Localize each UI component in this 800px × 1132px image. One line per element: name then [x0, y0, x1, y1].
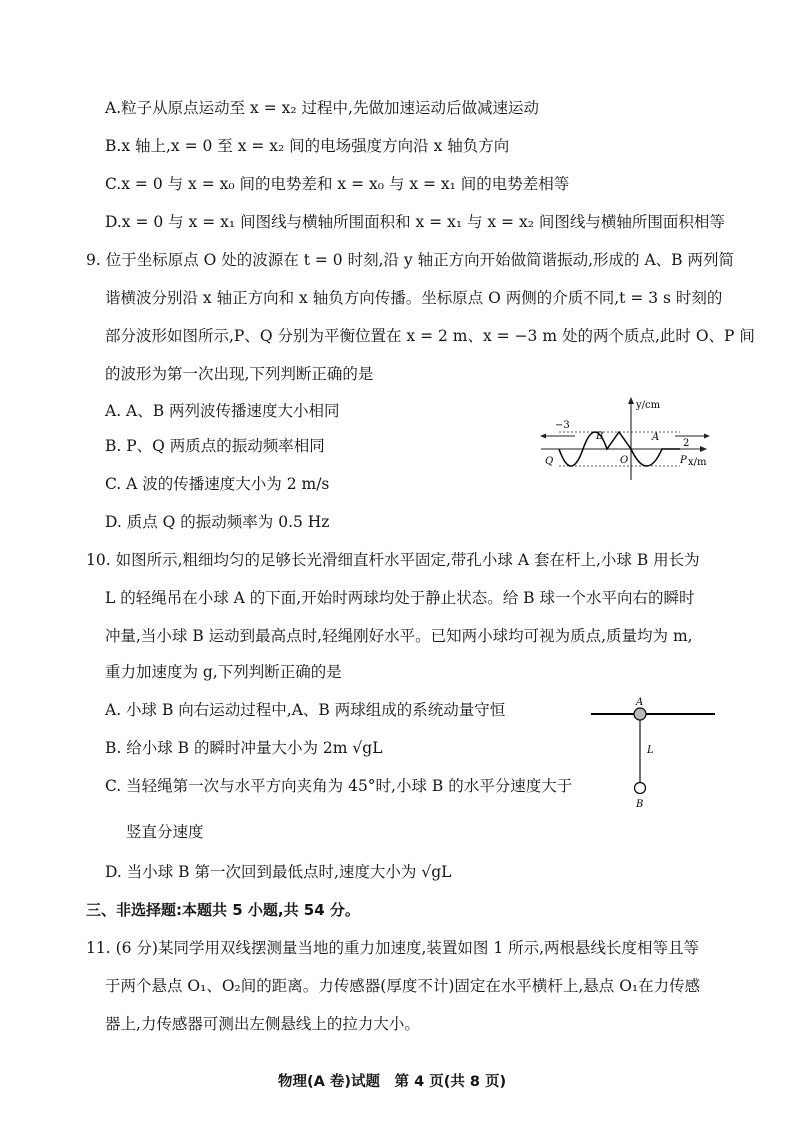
- q8-option-d: D.x = 0 与 x = x₁ 间图线与横轴所围面积和 x = x₁ 与 x = x₂ 间图线与横轴所围面积相等: [105, 213, 725, 231]
- tick-pos-2: 2: [683, 438, 690, 449]
- q9-option-b: B. P、Q 两质点的振动频率相同: [105, 437, 325, 455]
- label-p: P: [680, 455, 687, 466]
- q11-line-2: 于两个悬点 O₁、O₂间的距离。力传感器(厚度不计)固定在水平横杆上,悬点 O₁在力传感: [105, 977, 701, 995]
- leftward-arrow-head: [540, 434, 546, 439]
- q9-stem-line-1: 9. 位于坐标原点 O 处的波源在 t = 0 时刻,沿 y 轴正方向开始做简谐振动,形成的 A、B 两列简: [86, 251, 734, 269]
- q9-option-d: D. 质点 Q 的振动频率为 0.5 Hz: [105, 513, 330, 531]
- q9-stem-line-4: 的波形为第一次出现,下列判断正确的是: [105, 365, 374, 383]
- q8-option-c: C.x = 0 与 x = x₀ 间的电势差和 x = x₀ 与 x = x₁ 间的电势差相等: [105, 175, 570, 193]
- label-a: A: [652, 432, 660, 443]
- x-axis-arrow: [700, 446, 707, 452]
- label-a: A: [636, 697, 644, 708]
- q10-option-c-line-1: C. 当轻绳第一次与水平方向夹角为 45°时,小球 B 的水平分速度大于: [105, 777, 573, 795]
- q8-option-b: B.x 轴上,x = 0 至 x = x₂ 间的电场强度方向沿 x 轴负方向: [105, 137, 510, 155]
- section-3-heading: 三、非选择题:本题共 5 小题,共 54 分。: [86, 901, 360, 919]
- q9-stem-line-3: 部分波形如图所示,P、Q 分别为平衡位置在 x = 2 m、x = −3 m 处的两个质点,此时 O、P 间: [105, 327, 755, 345]
- q11-line-3: 器上,力传感器可测出左侧悬线上的拉力大小。: [105, 1015, 420, 1033]
- label-b: B: [596, 431, 604, 442]
- q9-stem-line-2: 谐横波分别沿 x 轴正方向和 x 轴负方向传播。坐标原点 O 两侧的介质不同,t = 3 s 时刻的: [105, 289, 723, 307]
- ball-b: [635, 783, 646, 794]
- x-axis-label: x/m: [688, 457, 707, 468]
- rightward-arrow-head: [704, 434, 710, 439]
- q9-option-c: C. A 波的传播速度大小为 2 m/s: [105, 475, 330, 493]
- tick-neg-3: −3: [555, 420, 570, 431]
- q11-line-1: 11. (6 分)某同学用双线摆测量当地的重力加速度,装置如图 1 所示,两根悬线长度相等且等: [86, 939, 700, 957]
- q10-option-b: B. 给小球 B 的瞬时冲量大小为 2m √gL: [105, 739, 383, 757]
- q10-stem-line-4: 重力加速度为 g,下列判断正确的是: [105, 663, 342, 681]
- q10-option-c-line-2: 竖直分速度: [126, 823, 204, 841]
- ball-a: [634, 708, 646, 720]
- q8-option-a: A.粒子从原点运动至 x = x₂ 过程中,先做加速运动后做减速运动: [105, 99, 539, 117]
- q10-option-a: A. 小球 B 向右运动过程中,A、B 两球组成的系统动量守恒: [105, 701, 506, 719]
- q9-option-a: A. A、B 两列波传播速度大小相同: [105, 402, 340, 420]
- page-footer: 物理(A 卷)试题 第 4 页(共 8 页): [278, 1074, 507, 1090]
- q10-stem-line-3: 冲量,当小球 B 运动到最高点时,轻绳刚好水平。已知两小球均可视为质点,质量均为 m,: [105, 627, 693, 645]
- q10-stem-line-1: 10. 如图所示,粗细均匀的足够长光滑细直杆水平固定,带孔小球 A 套在杆上,小球 B 用长为: [86, 551, 700, 569]
- q9-wave-figure: [535, 392, 725, 487]
- q10-option-d: D. 当小球 B 第一次回到最低点时,速度大小为 √gL: [105, 863, 452, 881]
- label-o: O: [620, 455, 629, 466]
- q10-rod-figure: [585, 695, 720, 815]
- q10-stem-line-2: L 的轻绳吊在小球 A 的下面,开始时两球均处于静止状态。给 B 球一个水平向右的瞬时: [105, 589, 695, 607]
- y-axis-label: y/cm: [636, 400, 661, 411]
- label-b: B: [636, 799, 644, 810]
- y-axis-arrow: [628, 397, 634, 404]
- label-q: Q: [545, 456, 554, 467]
- label-l: L: [647, 745, 654, 756]
